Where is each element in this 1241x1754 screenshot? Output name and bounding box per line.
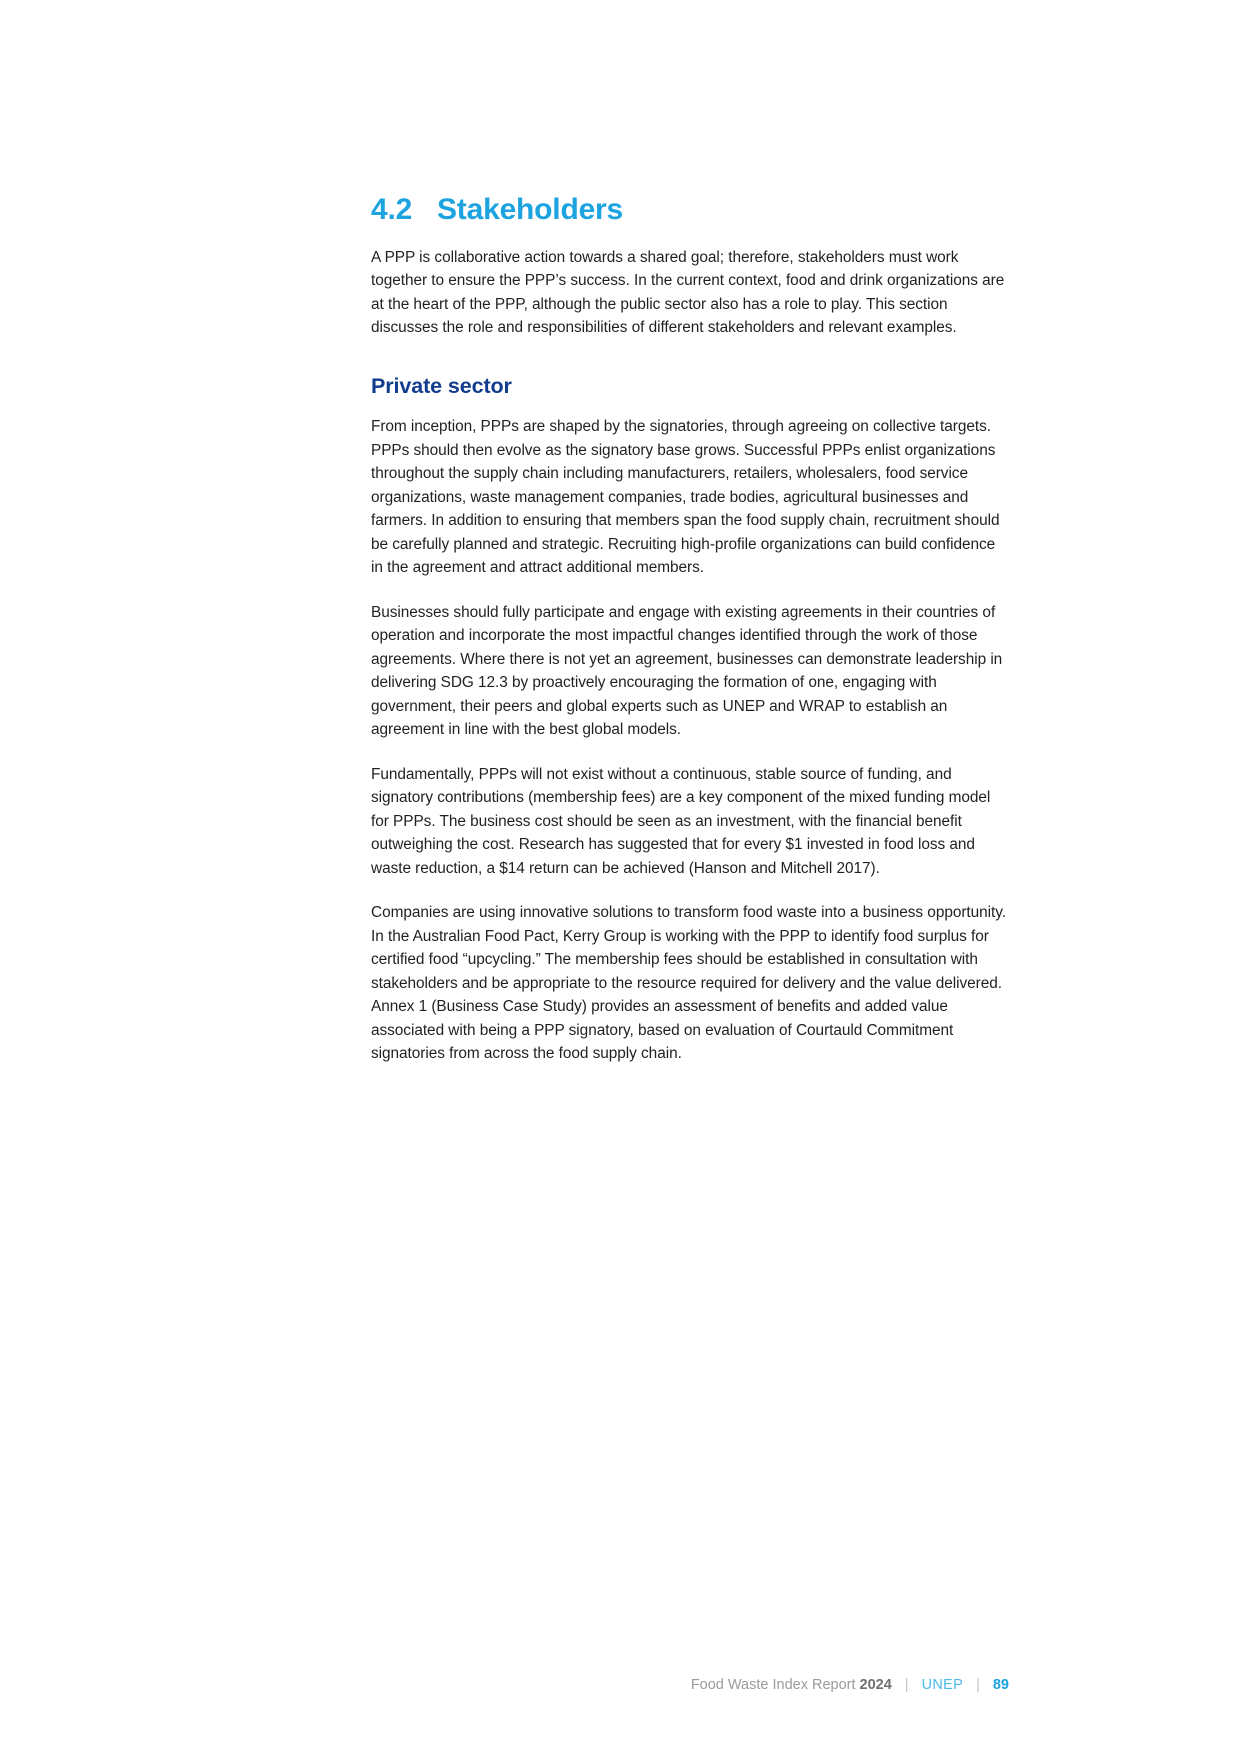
paragraph-fundamentally: Fundamentally, PPPs will not exist without a continuous, stable source of funding, and signatory contributions (membership fees) are a key component of the mixed funding model for PPPs. The business cost should be seen as an investment, with the financial benefit outweighing the cost. Research has suggested that for every $1 invested in food loss and waste reduction, a $14 return can be achieved (Hanson and Mitchell 2017). <box>371 765 991 877</box>
page-content <box>371 193 1009 1066</box>
footer-report-title: Food Waste Index Report <box>690 1677 860 1693</box>
page-title: Stakeholders <box>437 193 624 226</box>
footer-separator-1: | <box>904 1677 909 1693</box>
paragraph-from-inception: From inception, PPPs are shaped by the signatories, through agreeing on collective targets. PPPs should then evolve as the signatory base grows. Successful PPPs enlist organizations throughout the supply chain including manufacturers, retailers, wholesalers, food service organizations, waste management companies, trade bodies, agricultural businesses and farmers. In addition to ensuring that members span the food supply chain, recruitment should be carefully planned and strategic. Recruiting high-profile organizations can build confidence in the agreement and attract additional members. <box>371 418 1000 577</box>
subsection-heading-private-sector: Private sector <box>371 373 512 398</box>
footer-separator-2: | <box>976 1677 980 1693</box>
section-heading <box>371 193 1009 228</box>
footer-organization: UNEP <box>921 1677 964 1693</box>
footer-page-number: 89 <box>992 1677 1009 1693</box>
footer-report-year: 2024 <box>859 1677 892 1693</box>
section-number: 4.2 <box>371 193 413 226</box>
paragraph-businesses-should: Businesses should fully participate and engage with existing agreements in their countries of operation and incorporate the most impactful changes identified through the work of those agreements. Where there is not yet an agreement, businesses can demonstrate leadership in delivering SDG 12.3 by proactively encouraging the formation of one, engaging with government, their peers and global experts such as UNEP and WRAP to establish an agreement in line with the best global models. <box>371 603 1003 739</box>
paragraph-companies-are-using: Companies are using innovative solutions to transform food waste into a business opportunity. In the Australian Food Pact, Kerry Group is working with the PPP to identify food surplus for certified food “upcycling.” The membership fees should be established in consultation with stakeholders and be appropriate to the resource required for delivery and the value delivered. Annex 1 (Business Case Study) provides an assessment of benefits and added value associated with being a PPP signatory, based on evaluation of Courtauld Commitment signatories from across the food supply chain. <box>371 904 1006 1063</box>
page-footer <box>0 1677 1241 1693</box>
section-intro-paragraph: A PPP is collaborative action towards a shared goal; therefore, stakeholders must work together to ensure the PPP’s success. In the current context, food and drink organizations are at the heart of the PPP, although the public sector also has a role to play. This section discusses the role and responsibilities of different stakeholders and relevant examples. <box>371 248 1005 336</box>
